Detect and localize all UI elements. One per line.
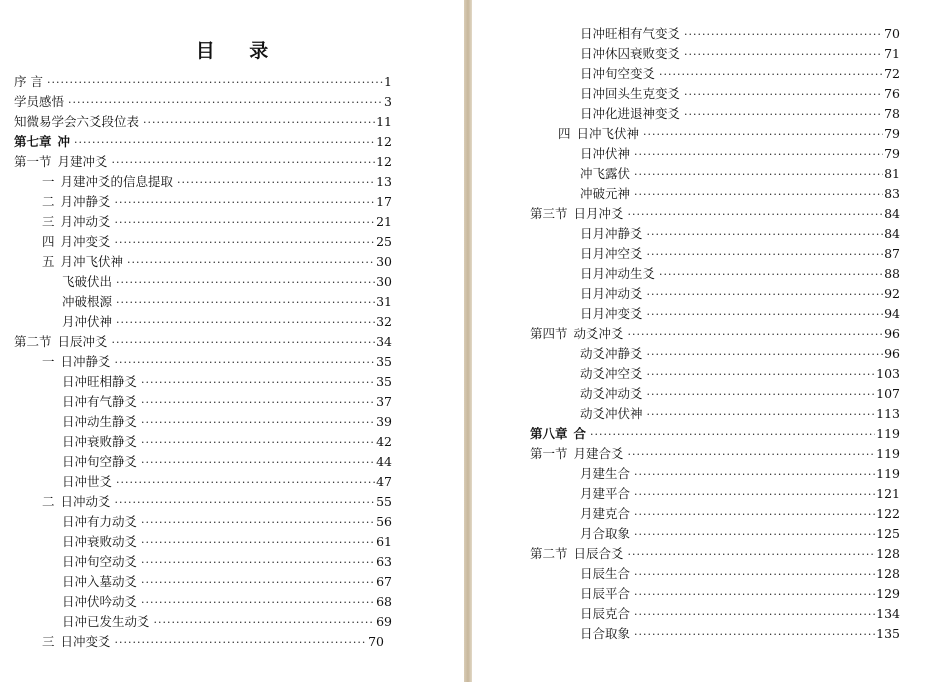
- toc-entry-page-number: 67: [376, 574, 392, 589]
- toc-entry-page-number: 21: [376, 214, 392, 229]
- toc-entry-page-number: 134: [876, 606, 900, 621]
- toc-entry-page-number: 113: [876, 406, 900, 421]
- toc-entry-title: 动爻冲爻: [573, 326, 624, 341]
- toc-entry[interactable]: [472, 484, 900, 504]
- toc-leader-dots: [141, 433, 375, 453]
- toc-leader-dots: [634, 625, 875, 645]
- toc-entry-title: 月建生合: [580, 466, 631, 481]
- toc-entry-page-number: 84: [884, 206, 900, 221]
- toc-entry-page-number: 70: [884, 26, 900, 41]
- toc-entry-title: 日月冲变爻: [580, 306, 643, 321]
- toc-entry[interactable]: [0, 192, 392, 212]
- toc-entry[interactable]: [0, 112, 392, 132]
- toc-leader-dots: [647, 245, 884, 265]
- toc-leader-dots: [141, 573, 375, 593]
- toc-entry-page-number: 107: [876, 386, 900, 401]
- toc-entry[interactable]: [472, 304, 900, 324]
- toc-entry-title: 日冲飞伏神: [576, 126, 640, 141]
- toc-entry-title: 月建平合: [580, 486, 631, 501]
- toc-entry[interactable]: [0, 132, 392, 152]
- toc-leader-dots: [634, 465, 875, 485]
- toc-entry-page-number: 135: [876, 626, 900, 641]
- toc-entry[interactable]: [472, 224, 900, 244]
- toc-entry-title: 日冲旬空动爻: [62, 554, 138, 569]
- toc-entry-number: 第七章: [14, 134, 52, 149]
- toc-entry-page-number: 3: [384, 94, 392, 109]
- toc-entry-page-number: 35: [376, 354, 392, 369]
- toc-leader-dots: [74, 133, 375, 153]
- toc-leader-dots: [141, 533, 375, 553]
- toc-entry-page-number: 32: [376, 314, 392, 329]
- toc-entry-title: 动爻冲空爻: [580, 366, 643, 381]
- toc-entry-page-number: 39: [376, 414, 392, 429]
- toc-left-list: [0, 72, 464, 652]
- toc-leader-dots: [115, 233, 376, 253]
- toc-entry[interactable]: [0, 292, 392, 312]
- toc-entry[interactable]: [472, 424, 900, 444]
- toc-entry-title: 月建冲爻的信息提取: [60, 174, 174, 189]
- toc-leader-dots: [684, 45, 883, 65]
- toc-leader-dots: [141, 393, 375, 413]
- toc-entry-title: 月建冲爻: [57, 154, 108, 169]
- toc-entry-page-number: 128: [876, 566, 900, 581]
- toc-entry-title: 日合取象: [580, 626, 631, 641]
- toc-entry-page-number: 35: [376, 374, 392, 389]
- toc-entry-page-number: 56: [376, 514, 392, 529]
- toc-entry[interactable]: [472, 184, 900, 204]
- toc-entry-page-number: 96: [884, 346, 900, 361]
- toc-entry-page-number: 119: [876, 426, 900, 441]
- toc-entry[interactable]: [472, 124, 900, 144]
- toc-entry[interactable]: [0, 412, 392, 432]
- toc-entry-title: 日辰冲爻: [57, 334, 108, 349]
- toc-leader-dots: [628, 545, 876, 565]
- toc-entry-number: 第一节: [14, 154, 52, 169]
- toc-entry[interactable]: [472, 84, 900, 104]
- toc-entry-page-number: 12: [376, 154, 392, 169]
- toc-leader-dots: [634, 565, 875, 585]
- toc-entry-title: 日冲入墓动爻: [62, 574, 138, 589]
- toc-leader-dots: [634, 585, 875, 605]
- toc-leader-dots: [143, 113, 375, 133]
- toc-leader-dots: [116, 293, 375, 313]
- toc-leader-dots: [647, 365, 876, 385]
- toc-entry-number: 一: [42, 174, 55, 189]
- toc-entry-number: 第四节: [530, 326, 568, 341]
- toc-entry-page-number: 47: [376, 474, 392, 489]
- toc-entry[interactable]: [472, 204, 900, 224]
- toc-entry-number: 四: [42, 234, 55, 249]
- toc-leader-dots: [141, 413, 375, 433]
- toc-entry[interactable]: [0, 492, 392, 512]
- toc-entry-number: 第一节: [530, 446, 568, 461]
- toc-entry-title: 冲飞露伏: [580, 166, 631, 181]
- toc-entry-page-number: 121: [876, 486, 900, 501]
- toc-entry[interactable]: [0, 372, 392, 392]
- toc-entry-title: 月建克合: [580, 506, 631, 521]
- toc-entry-page-number: 119: [876, 446, 900, 461]
- toc-leader-dots: [634, 145, 883, 165]
- toc-entry-title: 日冲旺相有气变爻: [580, 26, 681, 41]
- toc-entry-title: 月合取象: [580, 526, 631, 541]
- toc-entry-page-number: 68: [376, 594, 392, 609]
- book-gutter: [464, 0, 472, 682]
- toc-entry-page-number: 79: [884, 146, 900, 161]
- toc-entry-title: 序 言: [14, 74, 43, 89]
- toc-entry-title: 冲破根源: [62, 294, 113, 309]
- toc-leader-dots: [116, 473, 375, 493]
- toc-left-page: [0, 0, 464, 682]
- toc-entry[interactable]: [0, 72, 392, 92]
- toc-entry-title: 日冲世爻: [62, 474, 113, 489]
- toc-entry[interactable]: [472, 44, 900, 64]
- toc-entry[interactable]: [0, 312, 392, 332]
- toc-leader-dots: [634, 185, 883, 205]
- toc-entry[interactable]: [472, 24, 900, 44]
- toc-leader-dots: [628, 445, 876, 465]
- toc-leader-dots: [116, 313, 375, 333]
- toc-entry[interactable]: [472, 584, 900, 604]
- toc-entry-number: 二: [42, 194, 55, 209]
- toc-leader-dots: [647, 405, 876, 425]
- toc-entry[interactable]: [472, 284, 900, 304]
- toc-entry-page-number: 129: [876, 586, 900, 601]
- toc-entry[interactable]: [472, 144, 900, 164]
- toc-entry[interactable]: [0, 592, 392, 612]
- toc-entry-page-number: 42: [376, 434, 392, 449]
- toc-leader-dots: [684, 105, 883, 125]
- toc-entry-title: 日辰生合: [580, 566, 631, 581]
- toc-leader-dots: [647, 225, 884, 245]
- toc-entry-title: 日冲动生静爻: [62, 414, 138, 429]
- toc-leader-dots: [647, 345, 884, 365]
- toc-entry-title: 日月冲动生爻: [580, 266, 656, 281]
- toc-entry-page-number: 76: [884, 86, 900, 101]
- toc-entry-title: 日冲有气静爻: [62, 394, 138, 409]
- toc-entry-title: 动爻冲动爻: [580, 386, 643, 401]
- toc-entry-title: 日冲动爻: [60, 494, 111, 509]
- toc-entry[interactable]: [0, 532, 392, 552]
- toc-entry-title: 月冲静爻: [60, 194, 111, 209]
- toc-leader-dots: [68, 93, 383, 113]
- toc-entry[interactable]: [472, 604, 900, 624]
- toc-entry-page-number: 30: [376, 274, 392, 289]
- toc-entry[interactable]: [0, 452, 392, 472]
- toc-entry-page-number: 31: [376, 294, 392, 309]
- toc-leader-dots: [112, 153, 376, 173]
- toc-entry-number: 二: [42, 494, 55, 509]
- toc-entry-page-number: 119: [876, 466, 900, 481]
- toc-leader-dots: [643, 125, 883, 145]
- toc-entry-number: 三: [42, 634, 55, 649]
- toc-entry-title: 日冲变爻: [60, 634, 111, 649]
- toc-entry[interactable]: [472, 564, 900, 584]
- toc-entry[interactable]: [472, 464, 900, 484]
- toc-entry[interactable]: [0, 432, 392, 452]
- toc-leader-dots: [634, 525, 875, 545]
- toc-entry-title: 合: [573, 426, 587, 441]
- toc-entry-title: 月建合爻: [573, 446, 624, 461]
- toc-entry[interactable]: [0, 332, 392, 352]
- toc-entry-page-number: 69: [376, 614, 392, 629]
- toc-entry-title: 动爻冲静爻: [580, 346, 643, 361]
- toc-title: 目 录: [195, 40, 283, 62]
- toc-entry[interactable]: [472, 364, 900, 384]
- toc-entry-page-number: 71: [884, 46, 900, 61]
- toc-entry-page-number: 128: [876, 546, 900, 561]
- toc-entry-page-number: 55: [376, 494, 392, 509]
- toc-leader-dots: [141, 373, 375, 393]
- toc-entry-title: 日冲衰败静爻: [62, 434, 138, 449]
- toc-entry-title: 月冲变爻: [60, 234, 111, 249]
- toc-entry-title: 日辰合爻: [573, 546, 624, 561]
- toc-entry-page-number: 11: [376, 114, 392, 129]
- toc-leader-dots: [659, 265, 883, 285]
- toc-entry-page-number: 84: [884, 226, 900, 241]
- toc-leader-dots: [47, 73, 383, 93]
- toc-entry-page-number: 25: [376, 234, 392, 249]
- toc-entry-title: 月冲动爻: [60, 214, 111, 229]
- toc-entry-page-number: 78: [884, 106, 900, 121]
- toc-entry-title: 日冲衰败动爻: [62, 534, 138, 549]
- toc-leader-dots: [115, 213, 376, 233]
- toc-entry-page-number: 88: [884, 266, 900, 281]
- toc-entry-number: 五: [42, 254, 55, 269]
- toc-entry[interactable]: [472, 504, 900, 524]
- toc-entry-page-number: 81: [884, 166, 900, 181]
- toc-entry[interactable]: [0, 212, 392, 232]
- toc-entry-title: 冲: [57, 134, 71, 149]
- toc-leader-dots: [177, 173, 375, 193]
- toc-entry[interactable]: [472, 524, 900, 544]
- toc-entry-title: 日冲伏吟动爻: [62, 594, 138, 609]
- toc-entry-page-number: 92: [884, 286, 900, 301]
- toc-entry-page-number: 17: [376, 194, 392, 209]
- toc-entry[interactable]: [472, 344, 900, 364]
- toc-entry[interactable]: [472, 544, 900, 564]
- toc-entry[interactable]: [0, 272, 392, 292]
- toc-leader-dots: [647, 385, 876, 405]
- toc-entry[interactable]: [0, 232, 392, 252]
- toc-leader-dots: [141, 593, 375, 613]
- toc-leader-dots: [647, 305, 884, 325]
- toc-entry-number: 一: [42, 354, 55, 369]
- toc-entry[interactable]: [0, 92, 392, 112]
- toc-entry[interactable]: [0, 252, 392, 272]
- toc-entry-title: 日月冲静爻: [580, 226, 643, 241]
- toc-entry-number: 三: [42, 214, 55, 229]
- toc-right-list: [472, 24, 932, 644]
- toc-entry-page-number: 1: [384, 74, 392, 89]
- toc-entry-title: 日辰平合: [580, 586, 631, 601]
- toc-entry[interactable]: [472, 384, 900, 404]
- toc-leader-dots: [116, 273, 375, 293]
- toc-entry-page-number: 13: [376, 174, 392, 189]
- toc-entry[interactable]: [472, 444, 900, 464]
- toc-entry-page-number: 34: [376, 334, 392, 349]
- toc-entry[interactable]: [472, 104, 900, 124]
- toc-entry[interactable]: [472, 164, 900, 184]
- toc-entry[interactable]: [472, 624, 900, 644]
- toc-entry-number: 第二节: [530, 546, 568, 561]
- toc-entry-title: 月冲伏神: [62, 314, 113, 329]
- toc-entry[interactable]: [0, 612, 392, 632]
- toc-right-page: [472, 0, 932, 682]
- toc-leader-dots: [634, 485, 875, 505]
- toc-entry-page-number: 122: [876, 506, 900, 521]
- toc-entry-page-number: 79: [884, 126, 900, 141]
- toc-entry[interactable]: [0, 572, 392, 592]
- toc-entry-title: 飞破伏出: [62, 274, 113, 289]
- toc-entry-title: 日冲化进退神变爻: [580, 106, 681, 121]
- toc-entry-title: 日冲旺相静爻: [62, 374, 138, 389]
- toc-entry[interactable]: [0, 552, 392, 572]
- toc-leader-dots: [590, 425, 875, 445]
- toc-leader-dots: [115, 633, 368, 653]
- toc-entry[interactable]: [472, 264, 900, 284]
- toc-entry[interactable]: [0, 152, 392, 172]
- toc-entry-page-number: 72: [884, 66, 900, 81]
- toc-entry-page-number: 96: [884, 326, 900, 341]
- toc-entry-number: 第八章: [530, 426, 568, 441]
- toc-entry-page-number: 103: [876, 366, 900, 381]
- toc-entry-title: 月冲飞伏神: [60, 254, 124, 269]
- toc-entry-title: 日冲有力动爻: [62, 514, 138, 529]
- toc-entry-number: 第三节: [530, 206, 568, 221]
- toc-leader-dots: [634, 165, 883, 185]
- toc-entry-title: 日冲回头生克变爻: [580, 86, 681, 101]
- toc-entry[interactable]: [0, 172, 392, 192]
- toc-entry-number: 第二节: [14, 334, 52, 349]
- toc-entry[interactable]: [472, 64, 900, 84]
- toc-entry-page-number: 70: [368, 634, 384, 649]
- toc-leader-dots: [115, 493, 376, 513]
- toc-entry-title: 日月冲爻: [573, 206, 624, 221]
- toc-leader-dots: [112, 333, 376, 353]
- toc-entry-title: 学员感悟: [14, 94, 65, 109]
- toc-entry-title: 日月冲空爻: [580, 246, 643, 261]
- toc-leader-dots: [628, 325, 884, 345]
- toc-leader-dots: [115, 193, 376, 213]
- toc-leader-dots: [141, 453, 375, 473]
- toc-leader-dots: [154, 613, 376, 633]
- toc-entry-page-number: 30: [376, 254, 392, 269]
- toc-entry[interactable]: [0, 512, 392, 532]
- toc-entry-title: 日冲旬空变爻: [580, 66, 656, 81]
- toc-leader-dots: [628, 205, 884, 225]
- toc-entry-page-number: 37: [376, 394, 392, 409]
- toc-leader-dots: [647, 285, 884, 305]
- toc-leader-dots: [684, 25, 883, 45]
- toc-entry-page-number: 61: [376, 534, 392, 549]
- toc-entry-title: 日辰克合: [580, 606, 631, 621]
- toc-leader-dots: [141, 553, 375, 573]
- toc-entry-page-number: 44: [376, 454, 392, 469]
- toc-entry-page-number: 87: [884, 246, 900, 261]
- toc-entry[interactable]: [0, 352, 392, 372]
- toc-entry-page-number: 63: [376, 554, 392, 569]
- toc-entry-page-number: 12: [376, 134, 392, 149]
- toc-entry-number: 四: [558, 126, 571, 141]
- toc-entry-title: 日冲伏神: [580, 146, 631, 161]
- toc-entry-title: 日冲已发生动爻: [62, 614, 150, 629]
- toc-entry-title: 冲破元神: [580, 186, 631, 201]
- toc-entry-page-number: 83: [884, 186, 900, 201]
- toc-entry[interactable]: [472, 244, 900, 264]
- toc-leader-dots: [115, 353, 376, 373]
- toc-leader-dots: [659, 65, 883, 85]
- toc-leader-dots: [684, 85, 883, 105]
- toc-entry-title: 知微易学会六爻段位表: [14, 114, 140, 129]
- toc-entry-title: 动爻冲伏神: [580, 406, 643, 421]
- toc-leader-dots: [634, 505, 875, 525]
- toc-entry[interactable]: [0, 392, 392, 412]
- toc-entry-title: 日冲休囚衰败变爻: [580, 46, 681, 61]
- toc-entry[interactable]: [472, 404, 900, 424]
- toc-leader-dots: [141, 513, 375, 533]
- toc-entry-title: 日月冲动爻: [580, 286, 643, 301]
- toc-entry[interactable]: [0, 472, 392, 492]
- toc-entry-title: 日冲旬空静爻: [62, 454, 138, 469]
- toc-leader-dots: [634, 605, 875, 625]
- toc-entry-title: 日冲静爻: [60, 354, 111, 369]
- toc-entry-page-number: 125: [876, 526, 900, 541]
- toc-entry-page-number: 94: [884, 306, 900, 321]
- toc-leader-dots: [127, 253, 375, 273]
- toc-entry[interactable]: [472, 324, 900, 344]
- toc-entry[interactable]: [0, 632, 384, 652]
